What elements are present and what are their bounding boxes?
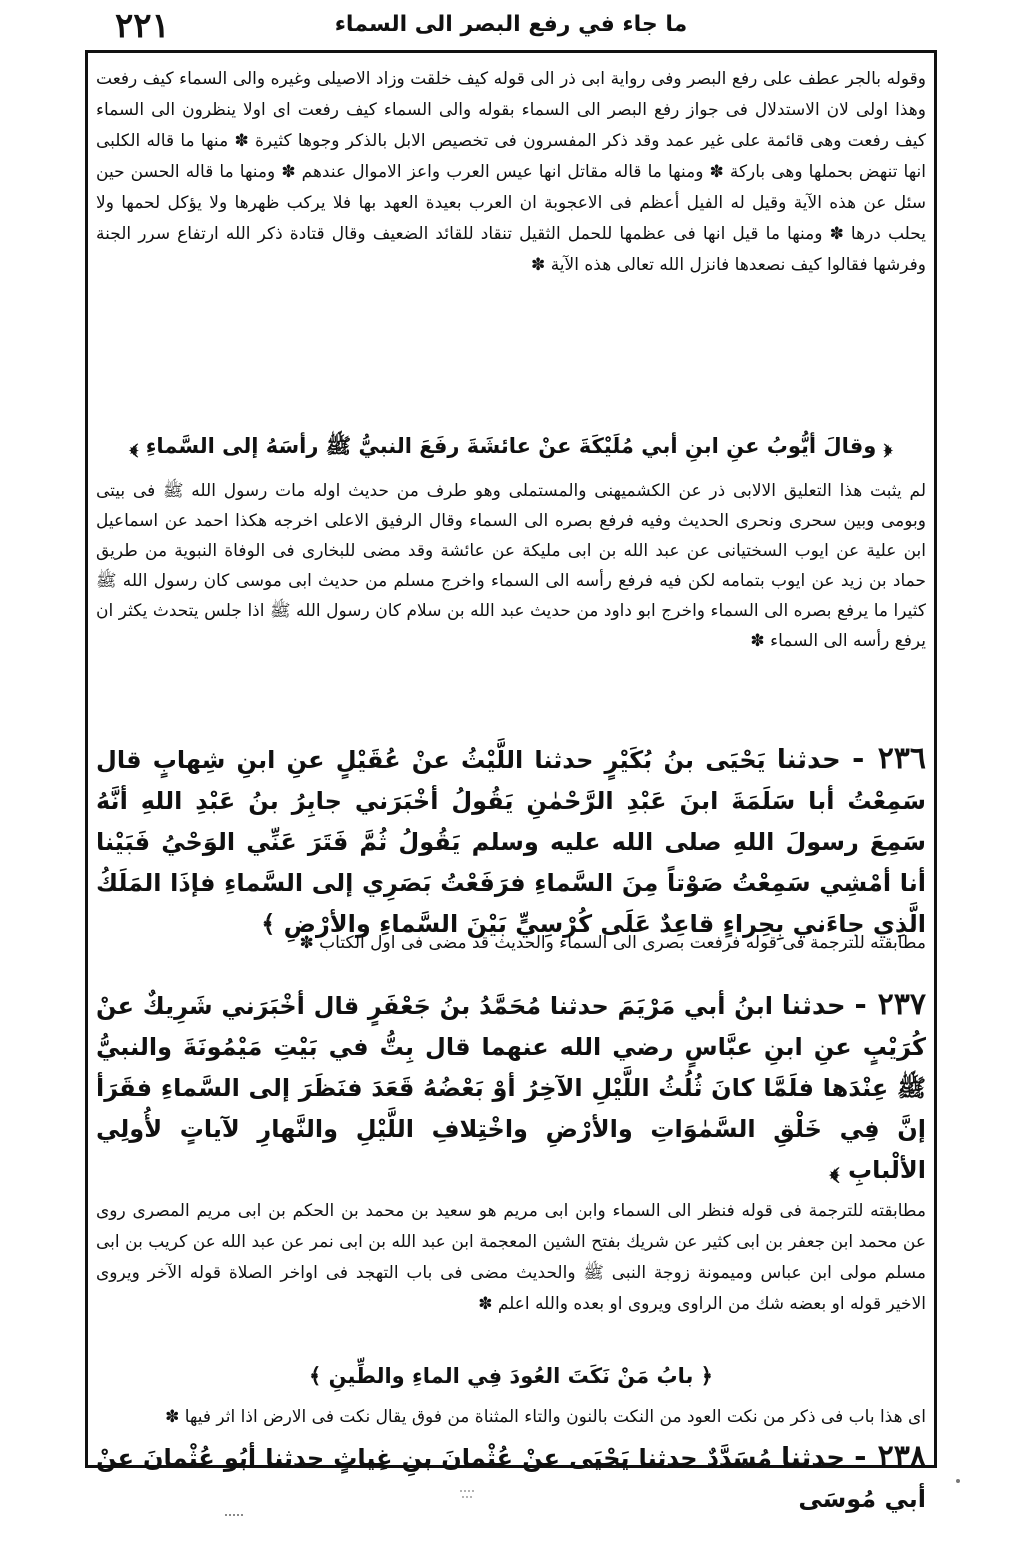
scan-speck-mark [955, 1478, 961, 1484]
commentary-paragraph: اى هذا باب فى ذكر من نكت العود من النكت بالنون والتاء المثناة من فوق يقال نكت فى الارض اذا اثر فيها ✽ [165, 1407, 926, 1427]
commentary-paragraph: مطابقته للترجمة فى قوله فرفعت بصرى الى السماء والحديث قد مضى فى اول الكتاب ✽ [299, 933, 926, 953]
commentary-block-5 [96, 1402, 926, 1433]
commentary-block-4 [96, 1196, 926, 1320]
hadith-number: ٢٣٦ - [851, 741, 927, 776]
commentary-block-1 [96, 64, 926, 281]
hadith-237 [96, 984, 926, 1191]
hadith-236 [96, 738, 926, 945]
hadith-label: حدثنا [781, 991, 846, 1021]
commentary-paragraph: وقوله بالجر عطف على رفع البصر وفى رواية ابى ذر الى قوله كيف خلقت وزاد الاصيلى وغيره والى السماء كيف رفعت وهذا اولى لان الاستدلال فى جواز رفع البصر الى السماء بقوله والى السماء كيف رفعت اى اولا ينظرون الى السماء كيف رفعت وهى قائمة على غير عمد وقد ذكر المفسرون فى تخصيص الابل بالذكر وجوها كثيرة ✽ منها ما قاله الكلبى انها تنهض بحملها وهى باركة ✽ ومنها ما قاله مقاتل انها عيس العرب واعز الاموال عندهم ✽ ومنها ما قاله الحسن حين سئل عن هذه الآية وقيل له الفيل أعظم فى الاعجوبة ان العرب بعيدة العهد بها فلا يركب ظهرها ولا يؤكل لحمها ولا يحلب درها ✽ ومنها ما قيل انها فى عظمها للحمل الثقيل تنقاد للقائد الضعيف وقال قتادة ذكر الله ارتفاع سرر الجنة وفرشها فقالوا كيف نصعدها فانزل الله تعالى هذه الآية ✽ [96, 69, 926, 275]
page-header [85, 6, 937, 48]
section-heading-taliq [96, 426, 926, 466]
commentary-block-2 [96, 476, 926, 656]
hadith-text-block [96, 1436, 926, 1520]
hadith-label: حدثنا [776, 745, 841, 775]
commentary-paragraph: مطابقته للترجمة فى قوله فنظر الى السماء وابن ابى مريم هو سعيد بن محمد بن الحكم بن ابى مريم المصرى روى عن محمد ابن جعفر بن ابى كثير عن شريك بفتح الشين المعجمة ابن عبد الله بن ابى نمر عن عبد الله عن كريب بن ابى مسلم مولى ابن عباس وميمونة زوجة النبى ﷺ والحديث مضى فى باب التهجد فى اواخر الصلاة قوله الآخر ويروى الاخير قوله او بعضه شك من الراوى ويروى او بعده والله اعلم ✽ [96, 1201, 926, 1314]
heading-text: ﴿ بابُ مَنْ نَكَتَ العُودَ فِي الماءِ والطِّينِ ﴾ [309, 1364, 713, 1388]
hadith-238 [96, 1436, 926, 1520]
hadith-text: ابنُ أبي مَرْيَمَ حدثنا مُحَمَّدُ بنُ جَعْفَرٍ قال أخْبَرَني شَرِيكٌ عنْ كُرَيْبٍ عنِ ابنِ عبَّاسٍ رضي الله عنهما قال بِتُّ في بَيْتِ مَيْمُونَةَ والنبيُّ ﷺ عِنْدَها فلَمَّا كانَ ثُلُثُ اللَّيْلِ الآخِرُ أوْ بَعْضُهُ قَعَدَ فنَظَرَ إلى السَّماءِ فقَرَأ إنَّ فِي خَلْقِ السَّمٰوَاتِ والأرْضِ واخْتِلافِ اللَّيْلِ والنَّهارِ لآياتٍ لأُولِي الألْبابِ ﴾ [96, 992, 926, 1184]
hadith-label: حدثنا [781, 1443, 846, 1473]
hadith-text-block [96, 738, 926, 945]
page-content [96, 56, 927, 1513]
hadith-text-block [96, 984, 926, 1191]
running-title: ما جاء في رفع البصر الى السماء [334, 12, 688, 37]
hadith-number: ٢٣٨ - [854, 1439, 927, 1474]
hadith-number: ٢٣٧ - [854, 987, 926, 1022]
page-number: ٢٢١ [115, 6, 170, 46]
heading-text: ﴿ وقالَ أيُّوبُ عنِ ابنِ أبي مُلَيْكَةَ عنْ عائشَةَ رفَعَ النبيُّ ﷺ رأسَهُ إلى السَّماءِ ﴾ [129, 434, 893, 458]
scan-speck-mark [225, 1512, 249, 1518]
commentary-block-3 [96, 928, 926, 959]
hadith-text: مُسَدَّدٌ حدثنا يَحْيَى عنْ عُثْمانَ بنِ غِياثٍ حدثنا أبُو عُثْمانَ عنْ أبي مُوسَى [96, 1444, 926, 1513]
hadith-text: يَحْيَى بنُ بُكَيْرٍ حدثنا اللَّيْثُ عنْ عُقَيْلٍ عنِ ابنِ شِهابٍ قال سَمِعْتُ أبا سَلَمَةَ ابنَ عَبْدِ الرَّحْمٰنِ يَقُولُ أخْبَرَني جابِرُ بنُ عَبْدِ اللهِ أنَّهُ سَمِعَ رسولَ اللهِ صلى الله عليه وسلم يَقُولُ ثُمَّ فَتَرَ عَنِّي الوَحْيُ فَبَيْنا أنا أمْشِي سَمِعْتُ صَوْتاً مِنَ السَّماءِ فرَفَعْتُ بَصَرِي إلى السَّماءِ فإذَا المَلَكُ الَّذِي جاءَني بِحِراءٍ قاعِدٌ عَلَى كُرْسِيٍّ بَيْنَ السَّماءِ والأرْضِ ﴾ [96, 746, 926, 938]
scan-speck-mark [460, 1488, 480, 1500]
commentary-paragraph: لم يثبت هذا التعليق الالابى ذر عن الكشميهنى والمستملى وهو طرف من حديث اوله مات رسول الله ﷺ فى بيتى وبومى وبين سحرى ونحرى الحديث وفيه فرفع بصره الى السماء وقال الرفيق الاعلى اخرجه هكذا احمد عن اسماعيل ابن علية عن ايوب السختيانى عن عبد الله بن ابى مليكة عن عائشة وقد مضى للبخارى فى الوفاة النبوية من طريق حماد بن زيد عن ايوب بتمامه لكن فيه فرفع رأسه الى السماء واخرج مسلم من حديث ابى موسى كان رسول الله ﷺ كثيرا ما يرفع بصره الى السماء واخرج ابو داود من حديث عبد الله بن سلام كان رسول الله ﷺ اذا جلس يتحدث يكثر ان يرفع رأسه الى السماء ✽ [96, 481, 926, 651]
section-heading-bab [96, 1356, 926, 1396]
